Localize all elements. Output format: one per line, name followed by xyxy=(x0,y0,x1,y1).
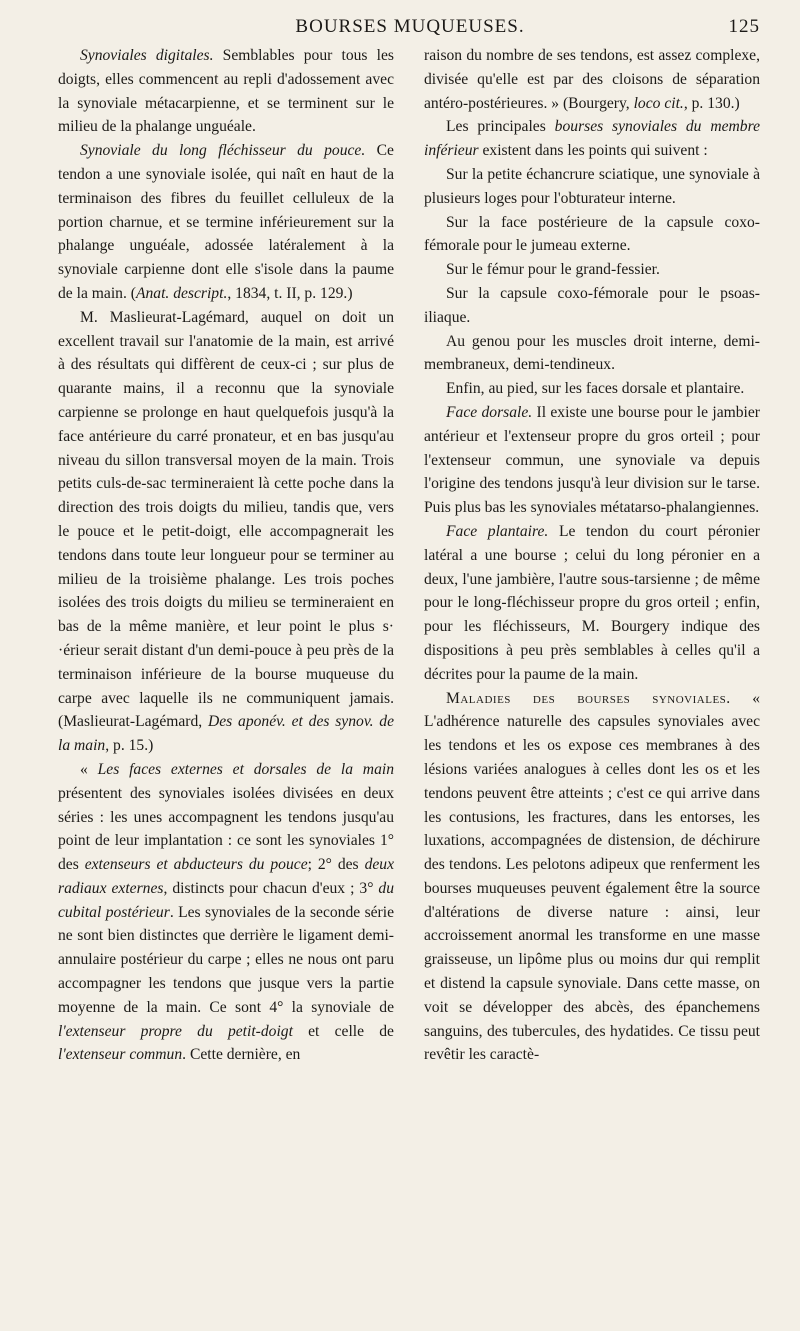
paragraph-maladies: Maladies des bourses synoviales. « L'adhérence naturelle des capsules synoviales avec les tendons et les os expose ces membranes à des lésions variées analogues à celles dont les os et les tendons peuvent être atteints ; c'est ce qui arrive dans les contusions, les fractures, dans les entorses, les luxations, accompagnées de distension, de déchirure des tendons. Les pelotons adipeux que renferment les bourses muqueuses peuvent également être la source d'altérations de diverse nature : ainsi, leur accroissement anormal les transforme en une masse graisseuse, un lipôme plus ou moins dur qui remplit et distend la capsule synoviale. Dans cette masse, on voit se développer des abcès, des épanchemens sanguins, des tubercules, des hydatides. Ce tissu peut revêtir les caractè- xyxy=(424,689,760,1064)
list-item: Sur la face postérieure de la capsule coxo-fémorale pour le jumeau externe. xyxy=(424,213,760,255)
paragraph-synoviales-digitales: Synoviales digitales. Semblables pour tous les doigts, elles commencent au repli d'adossement avec la synoviale métacarpienne, et se terminent sur le milieu de la phalange unguéale. xyxy=(58,47,394,136)
section-heading: Maladies des bourses synoviales. xyxy=(446,689,731,707)
paragraph-face-plantaire: Face plantaire. Le tendon du court péronier latéral a une bourse ; celui du long péronier en a deux, l'une jambière, l'autre sous-tarsienne ; de même pour le long-fléchisseur propre du gros orteil ; enfin, pour les fléchisseurs, M. Bourgery indique des dispositions à peu près semblables à celles qu'il a décrites pour la paume de la main. xyxy=(424,522,761,683)
section-heading: Face plantaire. xyxy=(446,522,549,540)
running-header xyxy=(60,16,760,40)
section-heading: Synoviale du long fléchisseur du pouce. xyxy=(80,142,366,160)
list-item: Sur le fémur pour le grand-fessier. xyxy=(446,261,660,279)
right-column xyxy=(424,44,760,1067)
page-number: 125 xyxy=(728,16,760,37)
paragraph-faces-externes: « Les faces externes et dorsales de la main présentent des synoviales isolées divisées en deux séries : les unes accompagnent les tendons jusqu'au point de leur implantation : ce sont les synoviales 1° des extenseurs et abducteurs du pouce; 2° des deux radiaux externes, distincts pour chacun d'eux ; 3° du cubital postérieur. Les synoviales de la seconde série ne sont bien distinctes que derrière le ligament demi-annulaire postérieur du carpe ; elles ne nous ont paru accompagner les tendons que jusque vers la partie moyenne de la main. Ce sont 4° la synoviale de l'extenseur propre du petit-doigt et celle de l'extenseur commun. Cette dernière, en xyxy=(58,760,395,1064)
list-item: Sur la capsule coxo-fémorale pour le psoas-iliaque. xyxy=(424,284,760,326)
left-column xyxy=(58,44,394,1067)
running-title: BOURSES MUQUEUSES. xyxy=(295,16,525,37)
paragraph-face-dorsale: Face dorsale. Il existe une bourse pour le jambier antérieur et l'extenseur propre du gros orteil ; pour l'extenseur commun, une synoviale va depuis l'origine des tendons jusqu'à leur division sur le tarse. Puis plus bas les synoviales métatarso-phalangiennes. xyxy=(424,403,760,517)
paragraph-continuation: raison du nombre de ses tendons, est assez complexe, divisée qu'elle est par des cloisons de séparation antéro-postérieures. » (Bourgery, loco cit., p. 130.) xyxy=(424,47,760,112)
list-item: Au genou pour les muscles droit interne, demi-membraneux, demi-tendineux. xyxy=(424,332,760,374)
section-heading: Synoviales digitales. xyxy=(80,47,214,64)
paragraph-membre-inferieur: Les principales bourses synoviales du membre inférieur existent dans les points qui suivent : xyxy=(424,118,760,160)
paragraph-long-flechisseur: Synoviale du long fléchisseur du pouce. Ce tendon a une synoviale isolée, qui naît en haut de la terminaison des fibres du feuillet celluleux de la portion charnue, et se termine inférieurement sur la phalange unguéale, adossée latéralement à la synoviale carpienne dont elle s'isole dans la paume de la main. (Anat. descript., 1834, t. II, p. 129.) xyxy=(58,142,394,302)
paragraph-maslieurat: M. Maslieurat-Lagémard, auquel on doit un excellent travail sur l'anatomie de la main, est arrivé à des résultats qui diffèrent de ceux-ci ; sur plus de quarante mains, il a reconnu que la synoviale carpienne se prolonge en haut quelquefois jusqu'à la face antérieure du carré pronateur, et en bas jusqu'au niveau du sillon transversal moyen de la main. Trois petits culs-de-sac termineraient là cette poche dans la direction des trois doigts du milieu, tandis que, vers le pouce et le petit-doigt, elle accompagnerait les tendons dans toute leur longueur pour se terminer au milieu de la troisième phalange. Les trois poches isolées des trois doigts du milieu se termineraient en bas de la même manière, et leur point le plus s· ·érieur serait distant d'un demi-pouce à peu près de la terminaison inférieure de la bourse muqueuse du carpe avec laquelle ils ne communiquent jamais. (Maslieurat-Lagémard, Des aponév. et des synov. de la main, p. 15.) xyxy=(58,308,394,755)
section-heading: Face dorsale. xyxy=(446,403,533,421)
list-item: Sur la petite échancrure sciatique, une synoviale à plusieurs loges pour l'obturateur interne. xyxy=(424,165,760,207)
list-item: Enfin, au pied, sur les faces dorsale et plantaire. xyxy=(446,380,745,398)
